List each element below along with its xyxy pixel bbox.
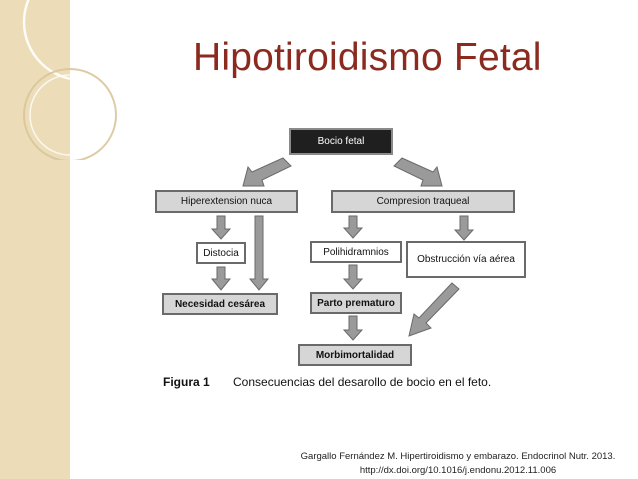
slide-title: Hipotiroidismo Fetal xyxy=(193,36,542,79)
arrow-compresion-to-obstruccion xyxy=(455,216,473,240)
arrow-polihidramnios-to-parto xyxy=(344,265,362,289)
node-parto-prematuro: Parto prematuro xyxy=(310,292,402,314)
node-distocia: Distocia xyxy=(196,242,246,264)
node-bocio-fetal: Bocio fetal xyxy=(289,128,393,155)
arrow-compresion-to-polihidramnios xyxy=(344,216,362,238)
citation-reference: Gargallo Fernández M. Hipertiroidismo y embarazo. Endocrinol Nutr. 2013. xyxy=(300,451,616,462)
citation xyxy=(283,450,633,478)
node-necesidad-cesarea: Necesidad cesárea xyxy=(162,293,278,315)
arrow-parto-to-morbimortalidad xyxy=(344,316,362,340)
node-hiperextension-nuca: Hiperextension nuca xyxy=(155,190,298,213)
node-compresion-traqueal: Compresion traqueal xyxy=(331,190,515,213)
node-morbimortalidad: Morbimortalidad xyxy=(298,344,412,366)
arrow-distocia-to-cesarea xyxy=(212,267,230,290)
citation-doi-link[interactable]: http://dx.doi.org/10.1016/j.endonu.2012.11.006 xyxy=(359,465,557,476)
arrow-bocio-to-compresion xyxy=(394,158,442,186)
figure-caption-text: Consecuencias del desarollo de bocio en el feto. xyxy=(233,375,492,389)
node-obstruccion-via-aerea: Obstrucción vía aérea xyxy=(406,241,526,278)
figure-caption-label: Figura 1 xyxy=(163,375,210,389)
arrow-hiperextension-to-cesarea xyxy=(250,216,268,290)
arrow-obstruccion-to-morbimortalidad xyxy=(409,283,459,336)
node-polihidramnios: Polihidramnios xyxy=(310,241,402,263)
arrow-bocio-to-hiperextension xyxy=(243,158,291,186)
arrow-hiperextension-to-distocia xyxy=(212,216,230,239)
